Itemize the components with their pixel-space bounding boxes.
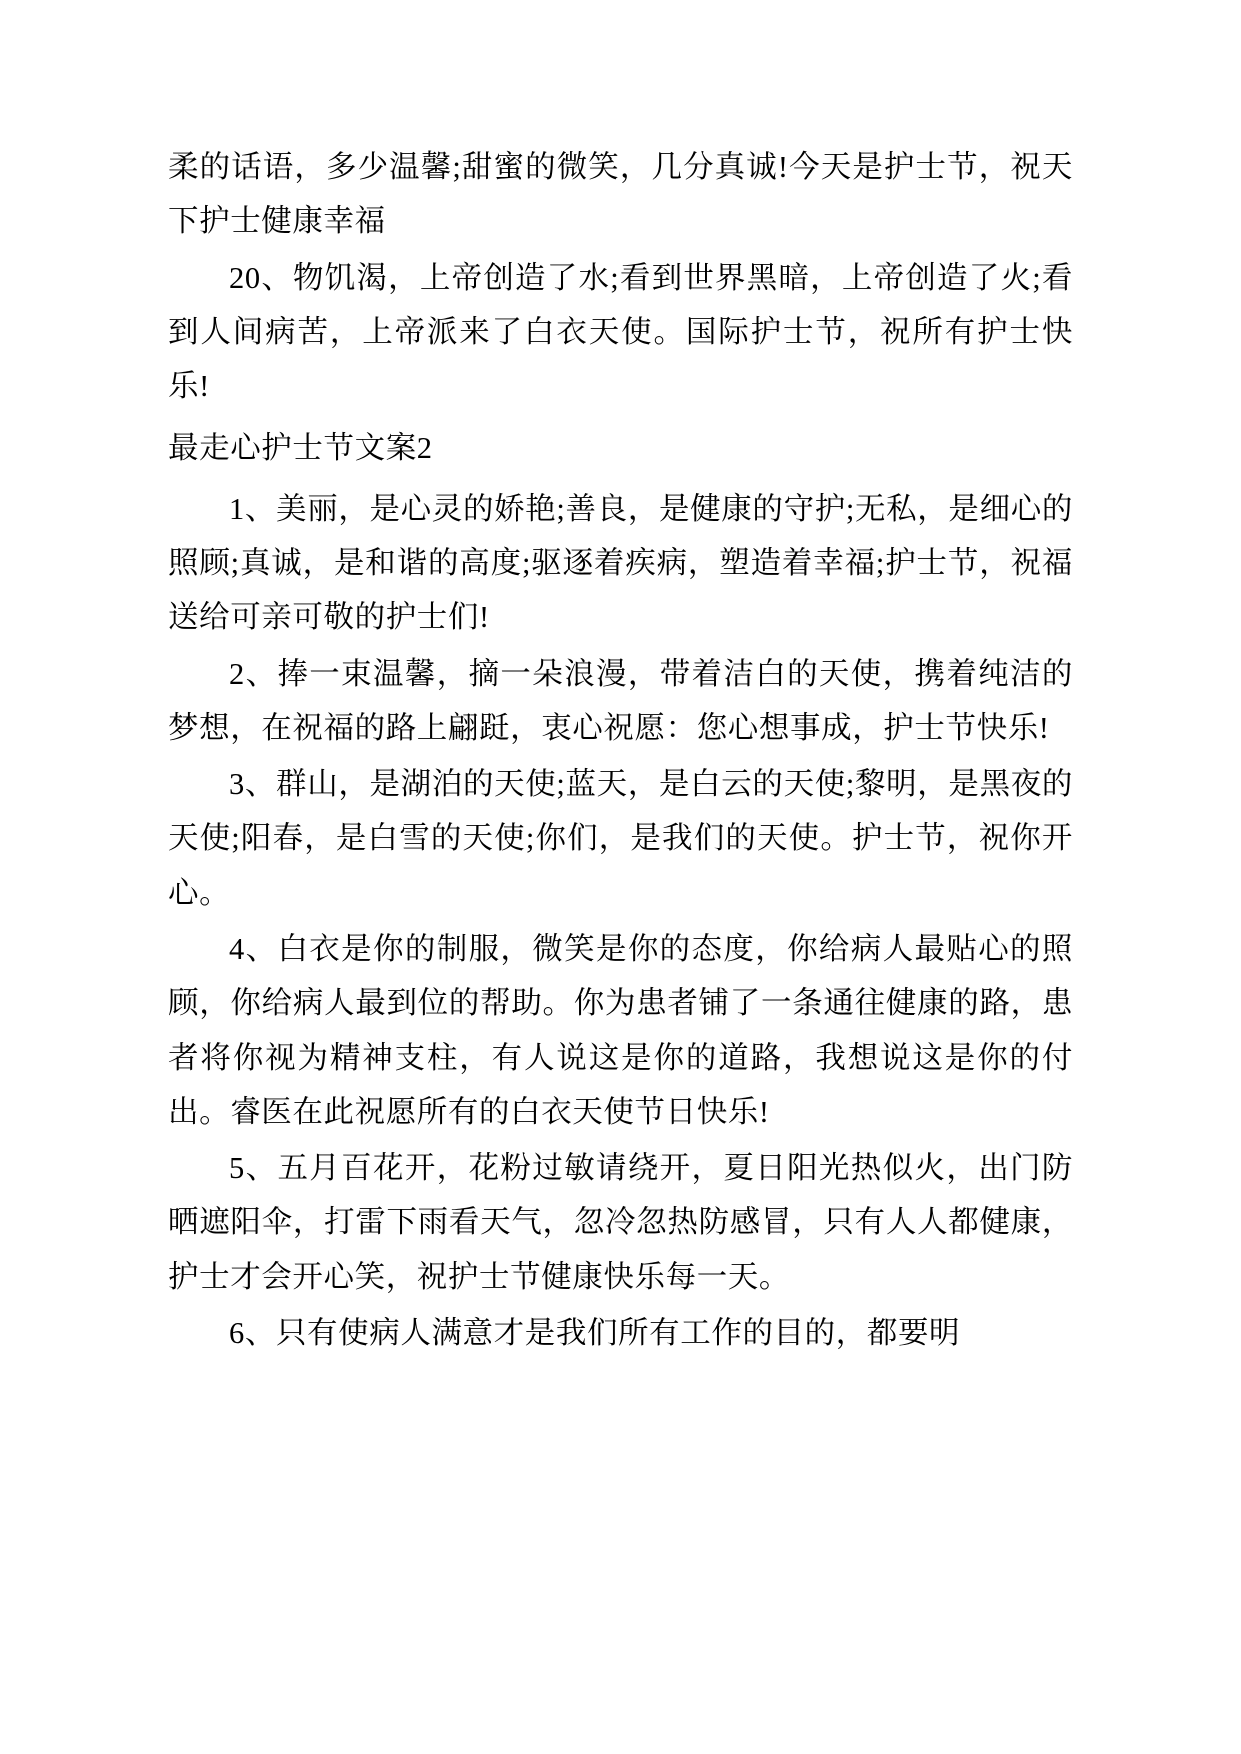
document-body (168, 140, 1073, 1360)
paragraph-item-5: 5、五月百花开，花粉过敏请绕开，夏日阳光热似火，出门防晒遮阳伞，打雷下雨看天气，忽冷忽热防感冒，只有人人都健康，护士才会开心笑，祝护士节健康快乐每一天。 (168, 1151, 1073, 1294)
paragraph-item-3: 3、群山，是湖泊的天使;蓝天，是白云的天使;黎明，是黑夜的天使;阳春，是白雪的天使;你们，是我们的天使。护士节，祝你开心。 (168, 767, 1073, 910)
paragraph-item-20: 20、物饥渴，上帝创造了水;看到世界黑暗，上帝创造了火;看到人间病苦，上帝派来了白衣天使。国际护士节，祝所有护士快乐! (168, 260, 1073, 404)
paragraph-continuation: 柔的话语，多少温馨;甜蜜的微笑，几分真诚!今天是护士节，祝天下护士健康幸福 (168, 150, 1073, 239)
paragraph-item-2: 2、捧一束温馨，摘一朵浪漫，带着洁白的天使，携着纯洁的梦想，在祝福的路上翩跹，衷心祝愿：您心想事成，护士节快乐! (168, 656, 1073, 745)
paragraph-item-4: 4、白衣是你的制服，微笑是你的态度，你给病人最贴心的照顾，你给病人最到位的帮助。你为患者铺了一条通往健康的路，患者将你视为精神支柱，有人说这是你的道路，我想说这是你的付出。睿医在此祝愿所有的白衣天使节日快乐! (168, 931, 1073, 1129)
section-heading: 最走心护士节文案2 (168, 431, 433, 466)
paragraph-item-6: 6、只有使病人满意才是我们所有工作的目的，都要明 (229, 1315, 961, 1350)
paragraph-item-1: 1、美丽，是心灵的娇艳;善良，是健康的守护;无私，是细心的照顾;真诚，是和谐的高度;驱逐着疾病，塑造着幸福;护士节，祝福送给可亲可敬的护士们! (168, 491, 1073, 635)
